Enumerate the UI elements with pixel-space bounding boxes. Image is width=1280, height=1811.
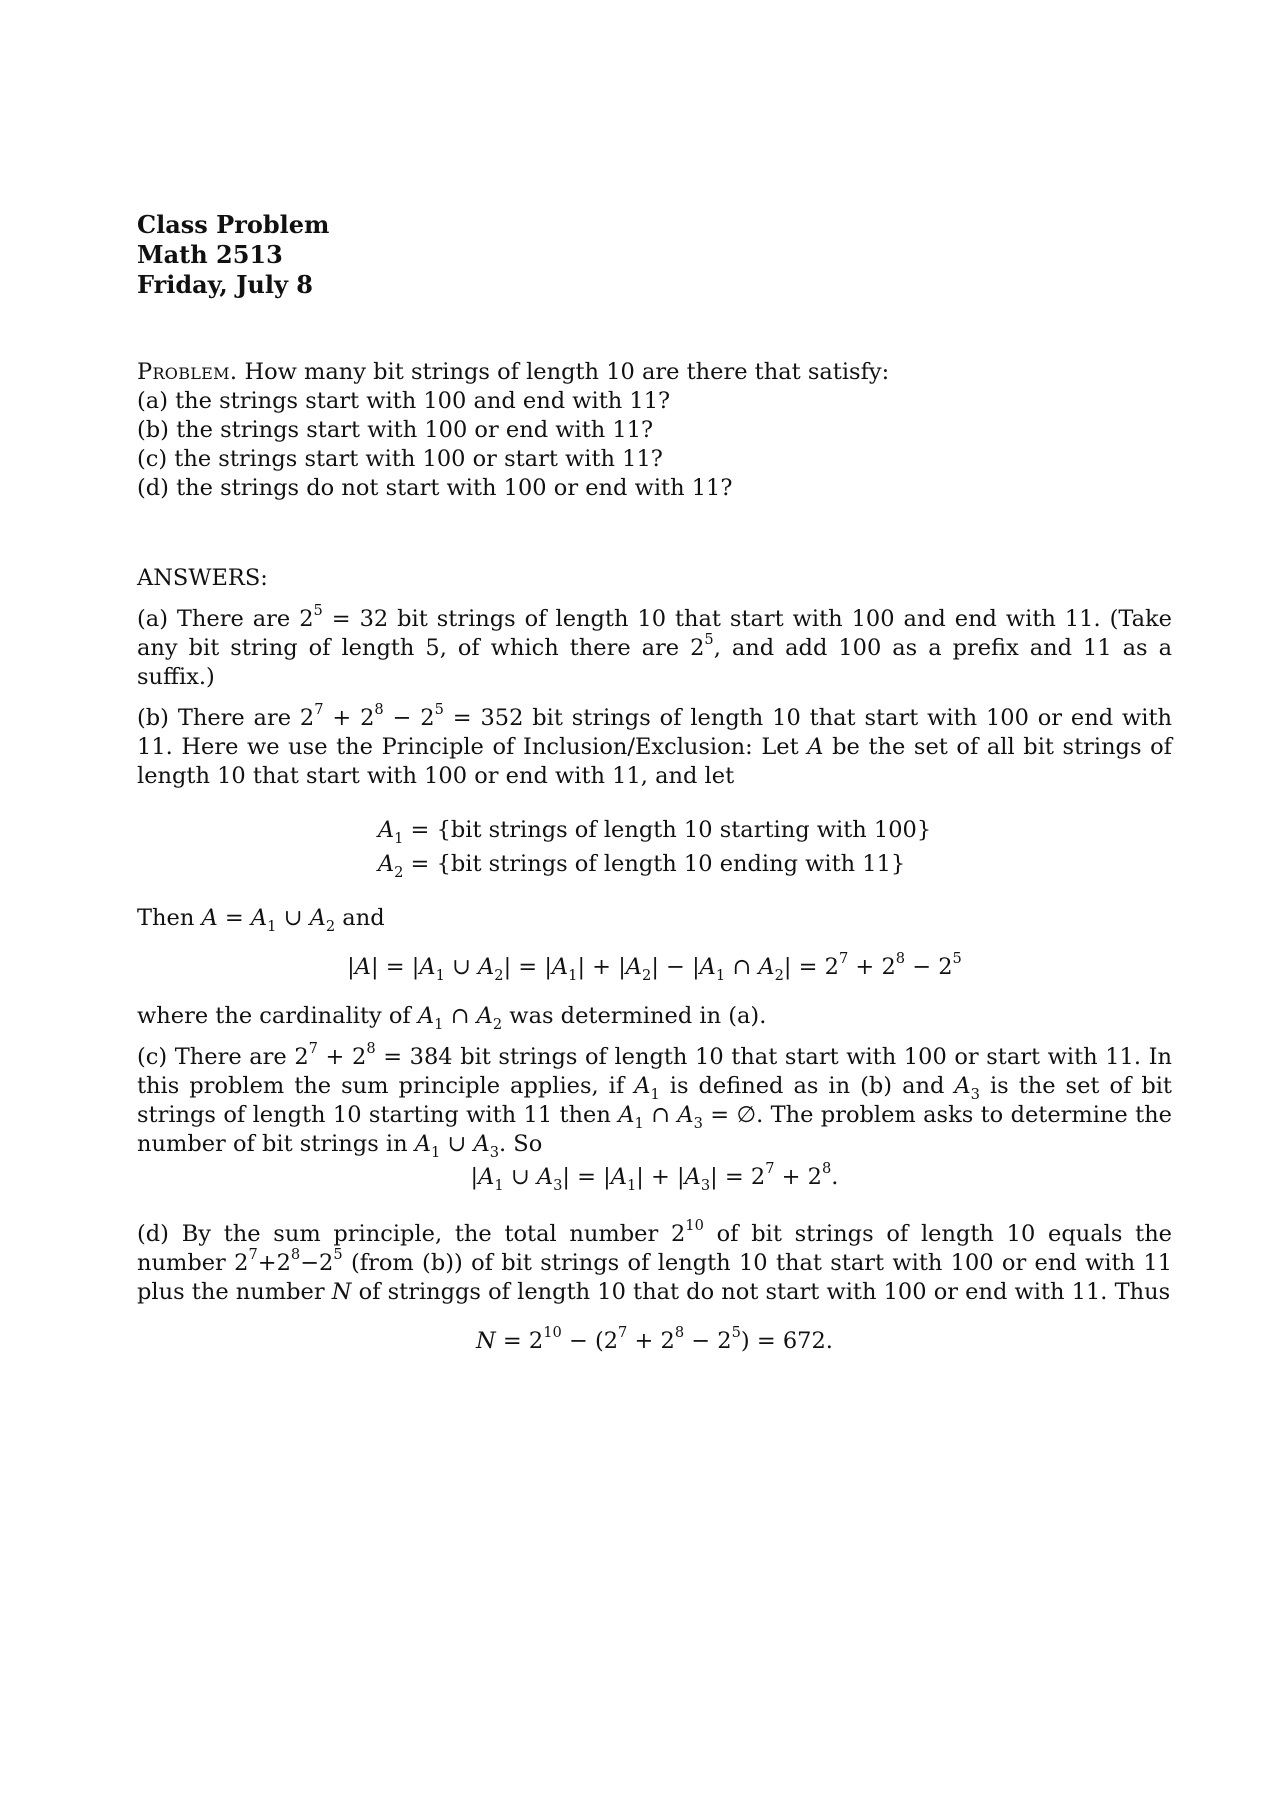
answer-b: (b) There are $2^7 + 2^8 - 2^5 = 352$ bit strings of length 10 that start with 100 or end with 11. Here we use the Principle of Inclusion/Exclusion: Let A be the set of all bit strings of length 10 that start with 100 or end with 11, and let [137,701,1172,789]
answer-d-text-2: of bit strings of length 10 equals the number 2 [137,1221,1172,1276]
answer-d: (d) By the sum principle, the total number $2^{10}$ of bit strings of length 10 equals the number $2^7+2^8-2^5$ (from (b)) of bit strings of length 10 that start with 100 or end with 11 plus the number N of stringgs of length 10 that do not start with 100 or end with 11. Thus [137,1217,1173,1305]
answers-title: ANSWERS: [137,565,268,591]
answer-c-text-5: . The problem asks to determine the number of bit strings in [137,1102,1172,1157]
answer-b-text-1: (b) There are 2 [137,705,315,731]
then-line: Then $A = A_1$ ∪ $A_2$ and [137,905,385,936]
set-a2-definition: $A_2 = \{bit$ strings of length 10 ending with 11} [377,851,906,882]
set-definitions [137,811,1172,884]
answer-c-text-4: is the set of bit strings of length 10 starting with 11 then [137,1073,1172,1128]
answers-section [137,564,1172,1356]
answer-c-text-6: . So [499,1131,543,1157]
problem-question [137,358,1172,387]
problem-question-text: How many bit strings of length 10 are there that satisfy: [244,359,890,385]
answer-c-text-1: (c) There are 2 [137,1044,309,1070]
final-formula: $N = 2^{10} - (2^7 + 2^8 - 2^5) = 672$. [476,1324,833,1354]
answer-c-text-2: = 384 bit strings of length 10 that start with 100 or start with 11. In this problem the sum principle applies, if [137,1044,1172,1099]
header-course: Math 2513 [137,240,283,269]
header-block [137,210,1172,300]
answer-d-text-3: (from (b)) of bit strings of length 10 that start with 100 or end with 11 plus the number [137,1250,1173,1305]
problem-item-a: (a) the strings start with 100 and end with 11? [137,388,671,414]
problem-item-d: (d) the strings do not start with 100 or end with 11? [137,475,733,501]
then-text: Then [137,905,202,931]
where-text-1: where the cardinality of [137,1003,418,1029]
final-result: 672 [782,1328,826,1354]
problem-label: Problem. [137,359,238,385]
where-line: where the cardinality of $A_1$ ∩ $A_2$ was determined in (a). [137,1003,767,1034]
set-a1-definition: $A_1 = \{bit$ strings of length 10 starting with 100} [377,817,932,848]
answer-a-text-1: (a) There are 2 [137,606,314,632]
answer-c-text-3: is defined as in (b) and [659,1073,955,1099]
where-text-2: was determined in (a). [502,1003,767,1029]
answer-a-text-3: , and add 100 as a prefix and 11 as a suffix.) [137,635,1172,690]
header-date: Friday, July 8 [137,270,313,299]
answer-a-text-2: = 32 bit strings of length 10 that start with 100 and end with 11. (Take any bit string of length 5, of which there are 2 [137,606,1172,661]
answer-d-text-4: of stringgs of length 10 that do not start with 100 or end with 11. Thus [351,1279,1171,1305]
set-a2-text: {bit strings of length 10 ending with 11} [436,851,906,877]
answer-a: (a) There are $2^5 = 32$ bit strings of length 10 that start with 100 and end with 11. (Take any bit string of length 5, of which there are $2^5$, and add 100 as a prefix and 11 as a suffix.) [137,602,1172,690]
set-a1-text: {bit strings of length 10 starting with 100} [436,817,932,843]
header-title: Class Problem [137,210,330,239]
document-content [137,210,1172,1376]
problem-statement [137,358,1172,503]
answer-c: (c) There are $2^7 + 2^8 = 384$ bit strings of length 10 that start with 100 or start with 11. In this problem the sum principle applies, if $A_1$ is defined as in (b) and $A_3$ is the set of bit strings of length 10 starting with 11 then $A_1$ ∩ $A_3$ = ∅. The problem asks to determine the number of bit strings in $A_1$ ∪ $A_3$. So [137,1040,1172,1162]
answer-d-text-1: (d) By the sum principle, the total number 2 [137,1221,686,1247]
and-text: and [335,905,385,931]
problem-item-c: (c) the strings start with 100 or start with 11? [137,446,663,472]
answer-b-text-3: be the set of all bit strings of length 10 that start with 100 or end with 11, and let [137,734,1172,789]
answer-b-text-2: = 352 bit strings of length 10 that start with 100 or end with 11. Here we use the Principle of Inclusion/Exclusion: Let [137,705,1172,760]
problem-item-b: (b) the strings start with 100 or end with 11? [137,417,654,443]
inclusion-exclusion-formula: $|A| = |A_1$ ∪ $A_2| = |A_1| + |A_2| - |A_1$ ∩ $A_2| = 2^7 + 2^8 - 2^5$ [347,950,962,985]
sum-principle-formula: $|A_1$ ∪ $A_3| = |A_1| + |A_3| = 2^7 + 2^8$. [470,1160,839,1195]
